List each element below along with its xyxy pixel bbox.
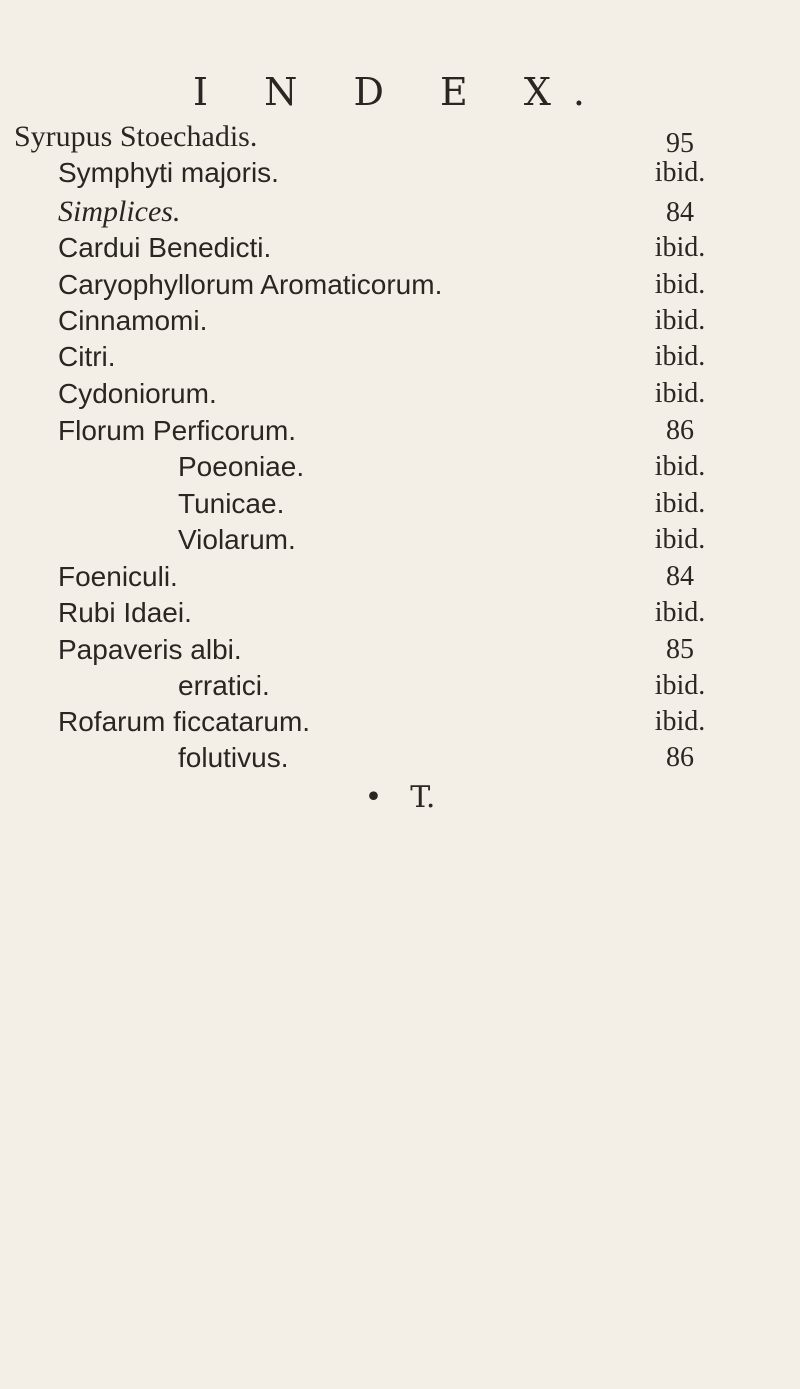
entry-page: 86 (666, 742, 694, 773)
entry-page: ibid. (654, 451, 706, 482)
index-entry (0, 341, 800, 381)
entry-page: ibid. (654, 488, 706, 519)
entry-page: ibid. (654, 232, 706, 263)
index-entry (0, 634, 800, 674)
entry-page: ibid. (654, 524, 706, 555)
entry-label: Cydoniorum. (58, 378, 217, 409)
index-entry (0, 561, 800, 601)
entry-label: Symphyti majoris. (58, 157, 279, 188)
index-header: I N D E X. (193, 70, 607, 114)
entry-label: Foeniculi. (58, 561, 178, 592)
section-letter: T. (410, 780, 436, 815)
index-entry (0, 157, 800, 197)
entry-label: Violarum. (178, 524, 296, 555)
index-entry (0, 232, 800, 272)
index-entry (0, 742, 800, 782)
entry-label: Poeoniae. (178, 451, 305, 482)
entry-page: 86 (666, 415, 694, 446)
index-entry (0, 524, 800, 564)
index-entry (0, 269, 800, 309)
entry-page: ibid. (654, 670, 706, 701)
index-entry (0, 195, 800, 235)
entry-label: Rubi Idaei. (58, 597, 192, 628)
index-entry (0, 670, 800, 710)
index-entry (0, 120, 800, 160)
entry-page: 85 (666, 634, 694, 665)
index-entry (0, 488, 800, 528)
entry-page: 84 (666, 197, 694, 228)
entry-page: ibid. (654, 157, 706, 188)
entry-page: ibid. (654, 706, 706, 737)
entry-page: 84 (666, 561, 694, 592)
entry-label: erratici. (178, 670, 270, 701)
index-entry (0, 305, 800, 345)
entry-label: folutivus. (178, 742, 289, 773)
index-entry (0, 706, 800, 746)
index-entry (0, 415, 800, 455)
entry-label: Citri. (58, 341, 116, 372)
entry-page: ibid. (654, 341, 706, 372)
entry-page: ibid. (654, 305, 706, 336)
entry-label: Syrupus Stoechadis. (14, 120, 258, 153)
entry-page: ibid. (654, 269, 706, 300)
section-letter-t (0, 780, 800, 815)
entry-label: Caryophyllorum Aromaticorum. (58, 269, 443, 300)
index-entry (0, 597, 800, 637)
entry-label: Simplices. (58, 195, 181, 228)
entry-label: Papaveris albi. (58, 634, 242, 665)
entry-label: Florum Perficorum. (58, 415, 297, 446)
entry-label: Rofarum ficcatarum. (58, 706, 311, 737)
entry-page: ibid. (654, 597, 706, 628)
section-dot: • (364, 780, 383, 815)
entry-page: 95 (666, 128, 694, 159)
index-entry (0, 378, 800, 418)
entry-label: Cinnamomi. (58, 305, 208, 336)
entry-label: Cardui Benedicti. (58, 232, 272, 263)
entry-page: ibid. (654, 378, 706, 409)
index-entry (0, 451, 800, 491)
entry-label: Tunicae. (178, 488, 285, 519)
